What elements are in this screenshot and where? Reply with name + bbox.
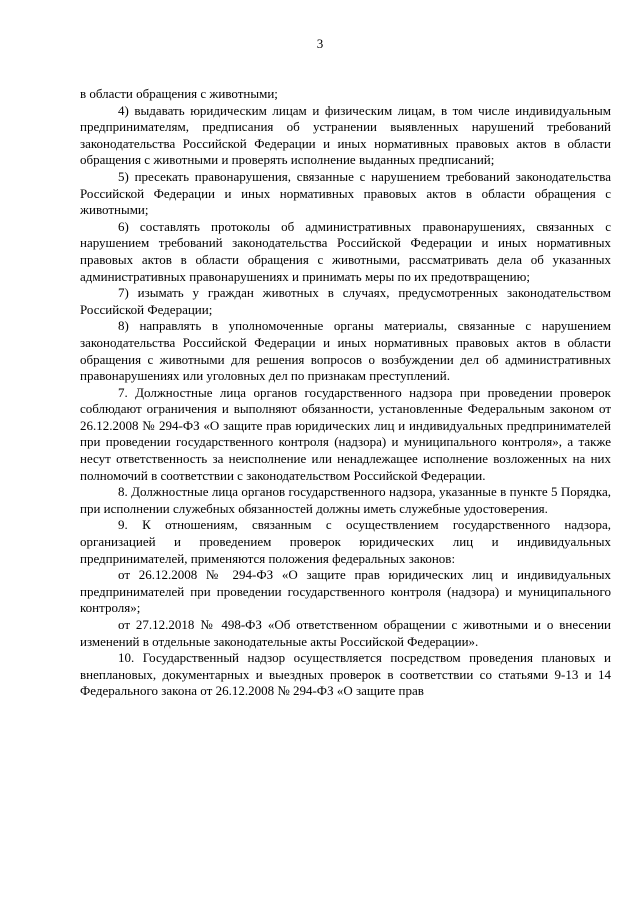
paragraph: 10. Государственный надзор осуществляется посредством проведения плановых и внеплановых, документарных и выездных проверок в соответствии со статьями 9-13 и 14 Федерального закона от 26.12.2008 № 294-ФЗ «О защите прав [80,650,611,699]
page-number: 3 [316,36,324,51]
paragraph: 6) составлять протоколы об административных правонарушениях, связанных с нарушением требований законодательства Российской Федерации и иных нормативных правовых актов в области обращения с животными, рассматривать дела об указанных административных правонарушениях и принимать меры по их предотвращению; [80,218,611,284]
paragraph: 4) выдавать юридическим лицам и физическим лицам, в том числе индивидуальным предпринимателям, предписания об устранении выявленных нарушений требований законодательства Российской Федерации и иных нормативных правовых актов в области обращения с животными и проверять исполнение выданных предписаний; [80,102,611,168]
document-body [80,86,611,700]
paragraph: 8) направлять в уполномоченные органы материалы, связанные с нарушением законодательства Российской Федерации и иных нормативных правовых актов в области обращения с животными для решения вопросов о возбуждении дел об административных правонарушениях или уголовных дел по признакам преступлений. [80,318,611,384]
paragraph: 8. Должностные лица органов государственного надзора, указанные в пункте 5 Порядка, при исполнении служебных обязанностей должны иметь служебные удостоверения. [80,484,611,516]
paragraph: от 27.12.2018 № 498-ФЗ «Об ответственном обращении с животными и о внесении изменений в отдельные законодательные акты Российской Федерации». [80,617,611,649]
paragraph: 9. К отношениям, связанным с осуществлением государственного надзора, организацией и проведением проверок юридических лиц и индивидуальных предпринимателей, применяются положения федеральных законов: [80,517,611,566]
paragraph: 7) изымать у граждан животных в случаях, предусмотренных законодательством Российской Федерации; [80,285,611,317]
paragraph: 5) пресекать правонарушения, связанные с нарушением требований законодательства Российской Федерации и иных нормативных правовых актов в области обращения с животными; [80,168,611,218]
paragraph: 7. Должностные лица органов государственного надзора при проведении проверок соблюдают ограничения и выполняют обязанности, установленные Федеральным законом от 26.12.2008 № 294-ФЗ «О защите прав юридических лиц и индивидуальных предпринимателей при проведении государственного контроля (надзора) и муниципального контроля», а также несут ответственность за неисполнение или ненадлежащее исполнение возложенных на них полномочий в соответствии с законодательством Российской Федерации. [80,384,611,483]
paragraph: от 26.12.2008 № 294-ФЗ «О защите прав юридических лиц и индивидуальных предпринимателей при проведении государственного контроля (надзора) и муниципального контроля»; [80,567,611,616]
paragraph: в области обращения с животными; [80,86,278,101]
